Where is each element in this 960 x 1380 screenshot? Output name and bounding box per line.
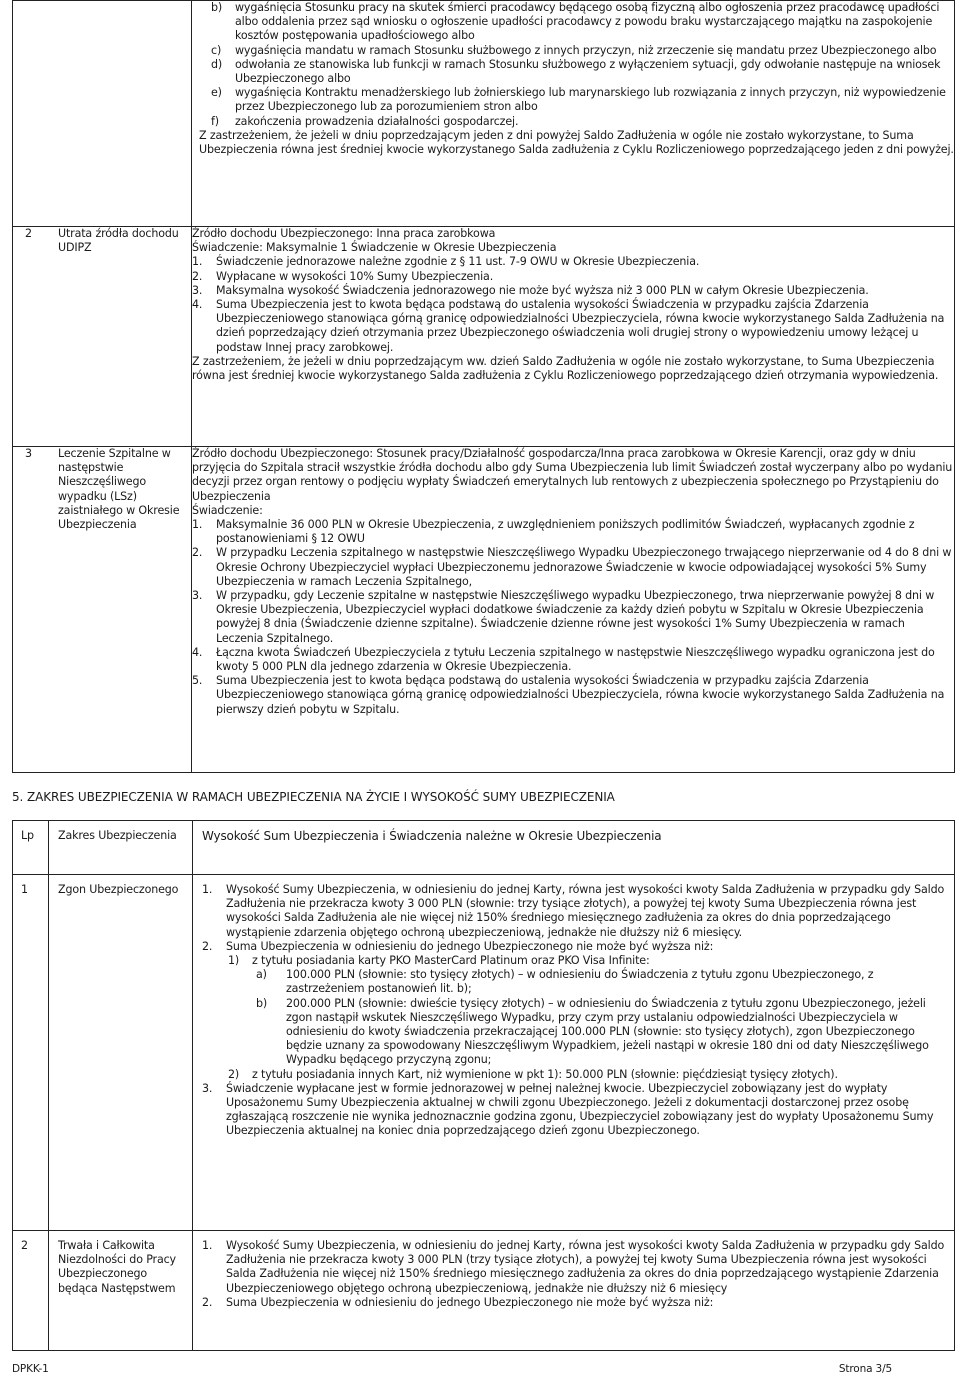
benefit-line: Świadczenie: Maksymalnie 1 Świadczenie w Okresie Ubezpieczenia xyxy=(192,241,557,255)
document-code: DPKK-1 xyxy=(12,1363,49,1375)
row-content-cell xyxy=(192,447,955,773)
list-item xyxy=(192,518,954,546)
table-row xyxy=(13,875,955,1231)
list-marker: f) xyxy=(211,114,219,128)
row-label: Leczenie Szpitalne w następstwie Nieszczęśliwego wypadku (LSz) zaistniałego w Okresie Ubezpieczenia xyxy=(58,447,180,532)
row-label: Trwała i Całkowita Niezdolności do Pracy Ubezpieczonego będąca Następstwem xyxy=(49,1231,193,1351)
list-marker: 1. xyxy=(192,255,203,269)
list-marker: b) xyxy=(211,1,223,14)
list-marker: 2. xyxy=(192,546,203,560)
table-row xyxy=(13,447,955,773)
benefit-list xyxy=(192,255,954,354)
continued-list xyxy=(211,1,954,129)
list-item xyxy=(211,44,954,58)
life-insurance-table xyxy=(12,820,955,1351)
list-item xyxy=(192,546,954,589)
list-text: W przypadku, gdy Leczenie szpitalne w następstwie Nieszczęśliwego wypadku Ubezpieczonego, trwa nieprzerwanie powyżej 8 dni w Okresie Ubezpieczenia, Ubezpieczyciel wypłaci dodatkowe świadczenie za każdy dzień pobytu w Szpitalu w Okresie Ubezpieczenia powyżej 8 dnia (Świadczenie dzienne szpitalne). Świadczenie dzienne równe jest wysokości 1% Sumy Ubezpieczenia w ramach Leczenia Szpitalnego. xyxy=(216,589,935,645)
page-number: Strona 3/5 xyxy=(838,1363,892,1375)
list-marker: c) xyxy=(211,43,222,57)
row-content-cell xyxy=(193,875,955,1231)
list-text: Maksymalnie 36 000 PLN w Okresie Ubezpieczenia, z uwzględnieniem poniższych podlimitów Świadczeń, wypłacanych zgodnie z postanowieniami § 12 OWU xyxy=(216,518,915,546)
list-item xyxy=(192,298,954,355)
list-item xyxy=(192,589,954,646)
list-item xyxy=(211,1,954,44)
header-lp: Lp xyxy=(13,821,49,875)
list-text: Świadczenie jednorazowe należne zgodnie z § 11 ust. 7-9 OWU w Okresie Ubezpieczenia. xyxy=(216,255,700,269)
list-marker: 5. xyxy=(192,674,203,688)
section-5-title: 5. ZAKRES UBEZPIECZENIA W RAMACH UBEZPIECZENIA NA ŻYCIE I WYSOKOŚĆ SUMY UBEZPIECZENIA xyxy=(12,790,615,804)
list-item: 1) z tytułu posiadania karty PKO MasterCard Platinum oraz PKO Visa Infinite: xyxy=(228,954,650,968)
list-item xyxy=(192,284,954,298)
list-marker: d) xyxy=(211,57,223,71)
list-item xyxy=(192,255,954,269)
list-item: 1. Wysokość Sumy Ubezpieczenia, w odniesieniu do jednej Karty, równa jest wysokości kwoty Salda Zadłużenia w przypadku gdy Saldo Zadłużenia nie przekracza kwoty 3 000 PLN (słownie: trzy tysiące złotych), a powyżej tej kwoty Suma Ubezpieczenia równa jest wysokości Salda Zadłużenia ale nie więcej niż 150% średniego miesięcznego zadłużenia za okres do dnia poprzedzającego wystąpienie zdarzenia objętego ochroną ubezpieczeniową, jednakże nie dłuższy niż 6 miesięcy. xyxy=(202,883,945,939)
row-label-cell xyxy=(13,227,192,447)
row-label: Zgon Ubezpieczonego xyxy=(49,875,193,1231)
list-item: 2. Suma Ubezpieczenia w odniesieniu do jednego Ubezpieczonego nie może być wyższa niż: xyxy=(202,939,714,953)
continued-tail: Z zastrzeżeniem, że jeżeli w dniu poprzedzającym jeden z dni powyżej Saldo Zadłużenia w ogóle nie zostało wykorzystane, to Suma Ubezpieczenia równa jest średniej kwocie wykorzystanego Salda zadłużenia z Cyklu Rozliczeniowego poprzedzającego jeden z dni powyżej. xyxy=(199,128,954,157)
row-tail: Z zastrzeżeniem, że jeżeli w dniu poprzedzającym ww. dzień Saldo Zadłużenia w ogóle nie zostało wykorzystane, to Suma Ubezpieczenia równa jest średniej kwocie wykorzystanego Salda zadłużenia z Cyklu Rozliczeniowego poprzedzającego dzień otrzymania wypowiedzenia. xyxy=(192,354,939,383)
row-label-cell xyxy=(13,447,192,773)
list-item: a) 100.000 PLN (słownie: sto tysięcy złotych) – w odniesieniu do Świadczenia z tytułu zgonu Ubezpieczonego, z zastrzeżeniem postanowień lit. b); xyxy=(256,968,874,996)
list-item xyxy=(192,674,954,717)
table-row xyxy=(13,1,955,227)
list-item: 2. Suma Ubezpieczenia w odniesieniu do jednego Ubezpieczonego nie może być wyższa niż: xyxy=(202,1295,714,1309)
list-marker: 1. xyxy=(192,518,203,532)
list-text: wygaśnięcia Kontraktu menadżerskiego lub żołnierskiego lub marynarskiego lub rozwiązania z innych przyczyn, niż wypowiedzenie przez Ubezpieczonego lub za porozumieniem stron albo xyxy=(235,86,946,114)
list-text: wygaśnięcia Stosunku pracy na skutek śmierci pracodawcy będącego osobą fizyczną albo ogłoszenia przez pracodawcę upadłości albo oddalenia przez sąd wniosku o ogłoszenie upadłości pracodawcy z powodu braku wystarczającego majątku na zaspokojenie kosztów postępowania upadłościowego albo xyxy=(235,1,940,43)
list-marker: 2. xyxy=(192,269,203,283)
table-header-row xyxy=(13,821,955,875)
list-marker: 3. xyxy=(192,589,203,603)
row-content-cell xyxy=(193,1231,955,1351)
benefit-heading: Świadczenie: xyxy=(192,503,263,517)
table-row xyxy=(13,227,955,447)
list-item: 2) z tytułu posiadania innych Kart, niż wymienione w pkt 1): 50.000 PLN (słownie: pięćdziesiąt tysięcy złotych). xyxy=(228,1067,838,1081)
list-item: b) 200.000 PLN (słownie: dwieście tysięcy złotych) – w odniesieniu do Świadczenia z tytułu zgonu Ubezpieczonego, jeżeli zgon nastąpił wskutek Nieszczęśliwego Wypadku, przy czym przy ustalaniu odpowiedzialności Ubezpieczyciela w odniesieniu do kwoty świadczenia przekraczającej 100.000 PLN (słownie: sto tysięcy złotych), zgon Ubezpieczonego będzie uznany za spowodowany Nieszczęśliwym Wypadkiem, jeżeli nastąpi w okresie 180 dni od daty Nieszczęśliwego Wypadku będącego przyczyną zgonu; xyxy=(256,996,929,1067)
benefit-list xyxy=(192,518,954,717)
row-content-cell xyxy=(192,227,955,447)
list-text: odwołania ze stanowiska lub funkcji w ramach Stosunku służbowego z wyłączeniem sytuacji, gdy odwołanie następuje na wniosek Ubezpieczonego albo xyxy=(235,57,941,86)
income-source: Źródło dochodu Ubezpieczonego: Stosunek pracy/Działalność gospodarcza/Inna praca zarobkowa w Okresie Karencji, oraz gdy w dniu przyjęcia do Szpitala stracił wszystkie źródła dochodu albo gdy Suma Ubezpieczenia lub limit Świadczeń został wyczerpany albo po wydaniu decyzji przez organ rentowy o podjęciu wypłaty Świadczeń emerytalnych lub rentowych z ubezpieczenia społecznego po Przystąpieniu do Ubezpieczenia xyxy=(192,447,953,503)
list-item xyxy=(211,58,954,86)
list-text: Wypłacane w wysokości 10% Sumy Ubezpieczenia. xyxy=(216,269,494,283)
row-content-cell xyxy=(192,1,955,227)
table-row xyxy=(13,1231,955,1351)
list-item xyxy=(211,115,954,129)
list-item xyxy=(192,270,954,284)
header-scope: Zakres Ubezpieczenia xyxy=(49,821,193,875)
list-item: 3. Świadczenie wypłacane jest w formie jednorazowej w pełnej należnej kwocie. Ubezpieczyciel zobowiązany jest do wypłaty Uposażonemu Sumy Ubezpieczenia aktualnej w chwili zgonu Ubezpieczonego. Jeżeli z dokumentacji dostarczonej przez osobę zgłaszającą roszczenie nie wynika jednoznacznie godzina zgonu, Ubezpieczyciel zobowiązany jest do wypłaty Uposażonemu Sumy Ubezpieczenia aktualnej na koniec dnia poprzedzającego dzień zgonu Ubezpieczonego. xyxy=(202,1081,934,1138)
row-label: Utrata źródła dochodu UDIPZ xyxy=(58,227,179,255)
list-item xyxy=(211,86,954,114)
row-number: 2 xyxy=(13,1231,49,1351)
list-text: zakończenia prowadzenia działalności gospodarczej. xyxy=(235,114,519,128)
coverage-table-continued xyxy=(12,0,955,773)
list-text: Suma Ubezpieczenia jest to kwota będąca podstawą do ustalenia wysokości Świadczenia w przypadku zajścia Zdarzenia Ubezpieczeniowego stanowiąca górną granicę odpowiedzialności Ubezpieczyciela, równa kwocie wykorzystanego Salda Zadłużenia na dzień poprzedzający dzień otrzymania przez Ubezpieczonego oświadczenia woli drugiej strony o wypowiedzeniu umowy leżącej u podstaw Innej pracy zarobkowej. xyxy=(216,298,945,354)
list-text: wygaśnięcia mandatu w ramach Stosunku służbowego z innych przyczyn, niż zrzeczenie się mandatu przez Ubezpieczonego albo xyxy=(235,43,937,57)
list-marker: 4. xyxy=(192,298,203,312)
list-item: 1. Wysokość Sumy Ubezpieczenia, w odniesieniu do jednej Karty, równa jest wysokości kwoty Salda Zadłużenia w przypadku gdy Saldo Zadłużenia nie przekracza kwoty 3 000 PLN (trzy tysiące złotych), a powyżej tej kwoty Suma Ubezpieczenia równa jest wysokości Salda Zadłużenia nie więcej niż 150% średniego miesięcznego zadłużenia za okres do dnia poprzedzającego wystąpienie Zdarzenia Ubezpieczeniowego objętego ochroną ubezpieczeniową, jednakże nie dłuższy niż 6 miesięcy xyxy=(202,1239,945,1295)
list-marker: 4. xyxy=(192,645,203,659)
list-item xyxy=(192,646,954,674)
income-source: Źródło dochodu Ubezpieczonego: Inna praca zarobkowa xyxy=(192,227,496,240)
row-number: 2 xyxy=(25,227,32,240)
list-text: Maksymalna wysokość Świadczenia jednorazowego nie może być wyższa niż 3 000 PLN w całym Okresie Ubezpieczenia. xyxy=(216,283,869,297)
list-text: Suma Ubezpieczenia jest to kwota będąca podstawą do ustalenia wysokości Świadczenia w przypadku zajścia Zdarzenia Ubezpieczeniowego stanowiąca górną granicę odpowiedzialności Ubezpieczyciela, równa kwocie wykorzystanego Salda Zadłużenia na pierwszy dzień pobytu w Szpitalu. xyxy=(216,674,945,716)
list-marker: e) xyxy=(211,86,222,100)
list-marker: 3. xyxy=(192,283,203,297)
header-amounts: Wysokość Sum Ubezpieczenia i Świadczenia należne w Okresie Ubezpieczenia xyxy=(193,821,955,875)
list-text: Łączna kwota Świadczeń Ubezpieczyciela z tytułu Leczenia szpitalnego w następstwie Nieszczęśliwego wypadku ograniczona jest do kwoty 5 000 PLN dla jednego zdarzenia w Okresie Ubezpieczenia. xyxy=(216,645,935,674)
row-number: 1 xyxy=(13,875,49,1231)
row-label-cell xyxy=(13,1,192,227)
list-text: W przypadku Leczenia szpitalnego w następstwie Nieszczęśliwego Wypadku Ubezpieczonego trwającego nieprzerwanie od 4 do 8 dni w Okresie Ochrony Ubezpieczyciel wypłaci Ubezpieczonemu jednorazowe Świadczenie w kwocie odpowiadającej wysokości 5% Sumy Ubezpieczenia w ramach Leczenia Szpitalnego, xyxy=(216,546,952,588)
row-number: 3 xyxy=(25,447,32,460)
